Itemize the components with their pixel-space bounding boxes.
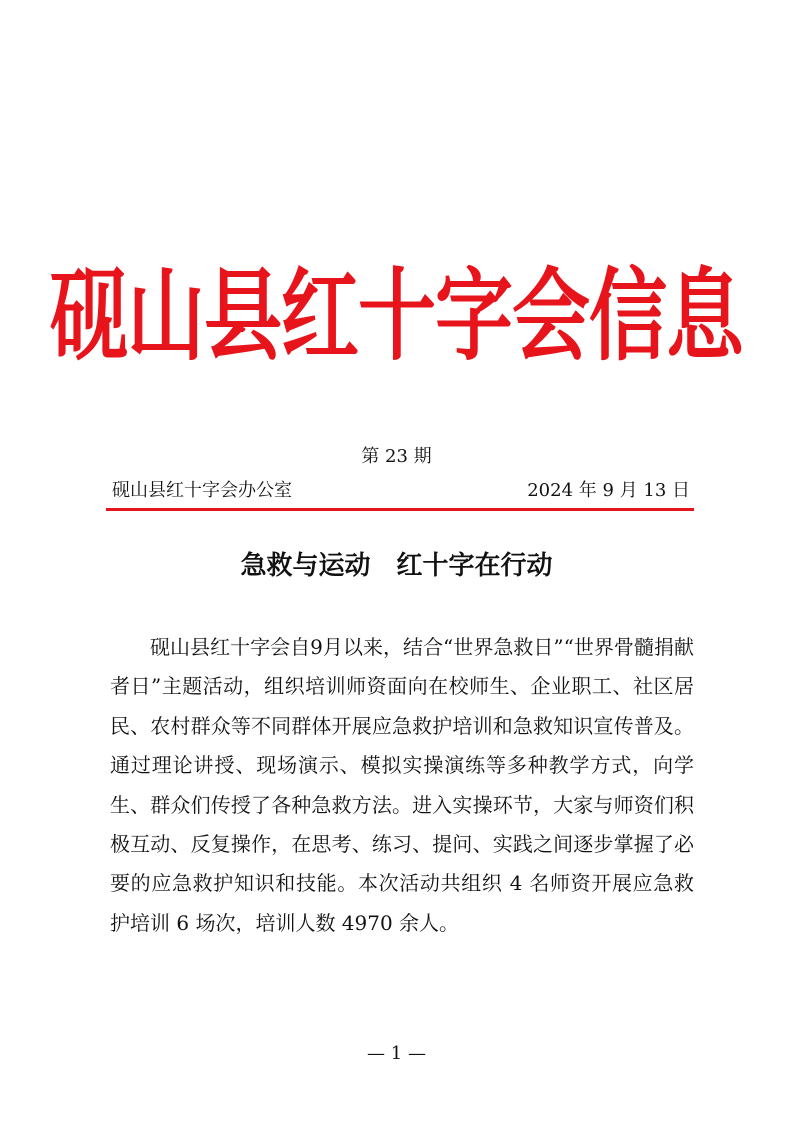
masthead-title: 砚山县红十字会信息 (49, 259, 743, 375)
issue-number: 第 23 期 (361, 446, 432, 467)
issue-date: 2024 年 9 月 13 日 (527, 480, 690, 501)
masthead (0, 259, 793, 382)
article-body: 砚山县红十字会自9月以来，结合“世界急救日”“世界骨髓捐献者日”主题活动，组织培训师资面向在校师生、企业职工、社区居民、农村群众等不同群体开展应急救护培训和急救知识宣传普及。通过理论讲授、现场演示、模拟实操演练等多种教学方式，向学生、群众们传授了各种急救方法。进入实操环节，大家与师资们积极互动、反复操作，在思考、练习、提问、实践之间逐步掌握了必要的应急救护知识和技能。本次活动共组织 4 名师资开展应急救护培训 6 场次，培训人数 4970 余人。 (110, 635, 694, 935)
issuer-name: 砚山县红十字会办公室 (112, 480, 292, 501)
article-headline: 急救与运动 红十字在行动 (240, 551, 553, 581)
page-number: — 1 — (367, 1043, 426, 1064)
red-divider (106, 508, 694, 511)
